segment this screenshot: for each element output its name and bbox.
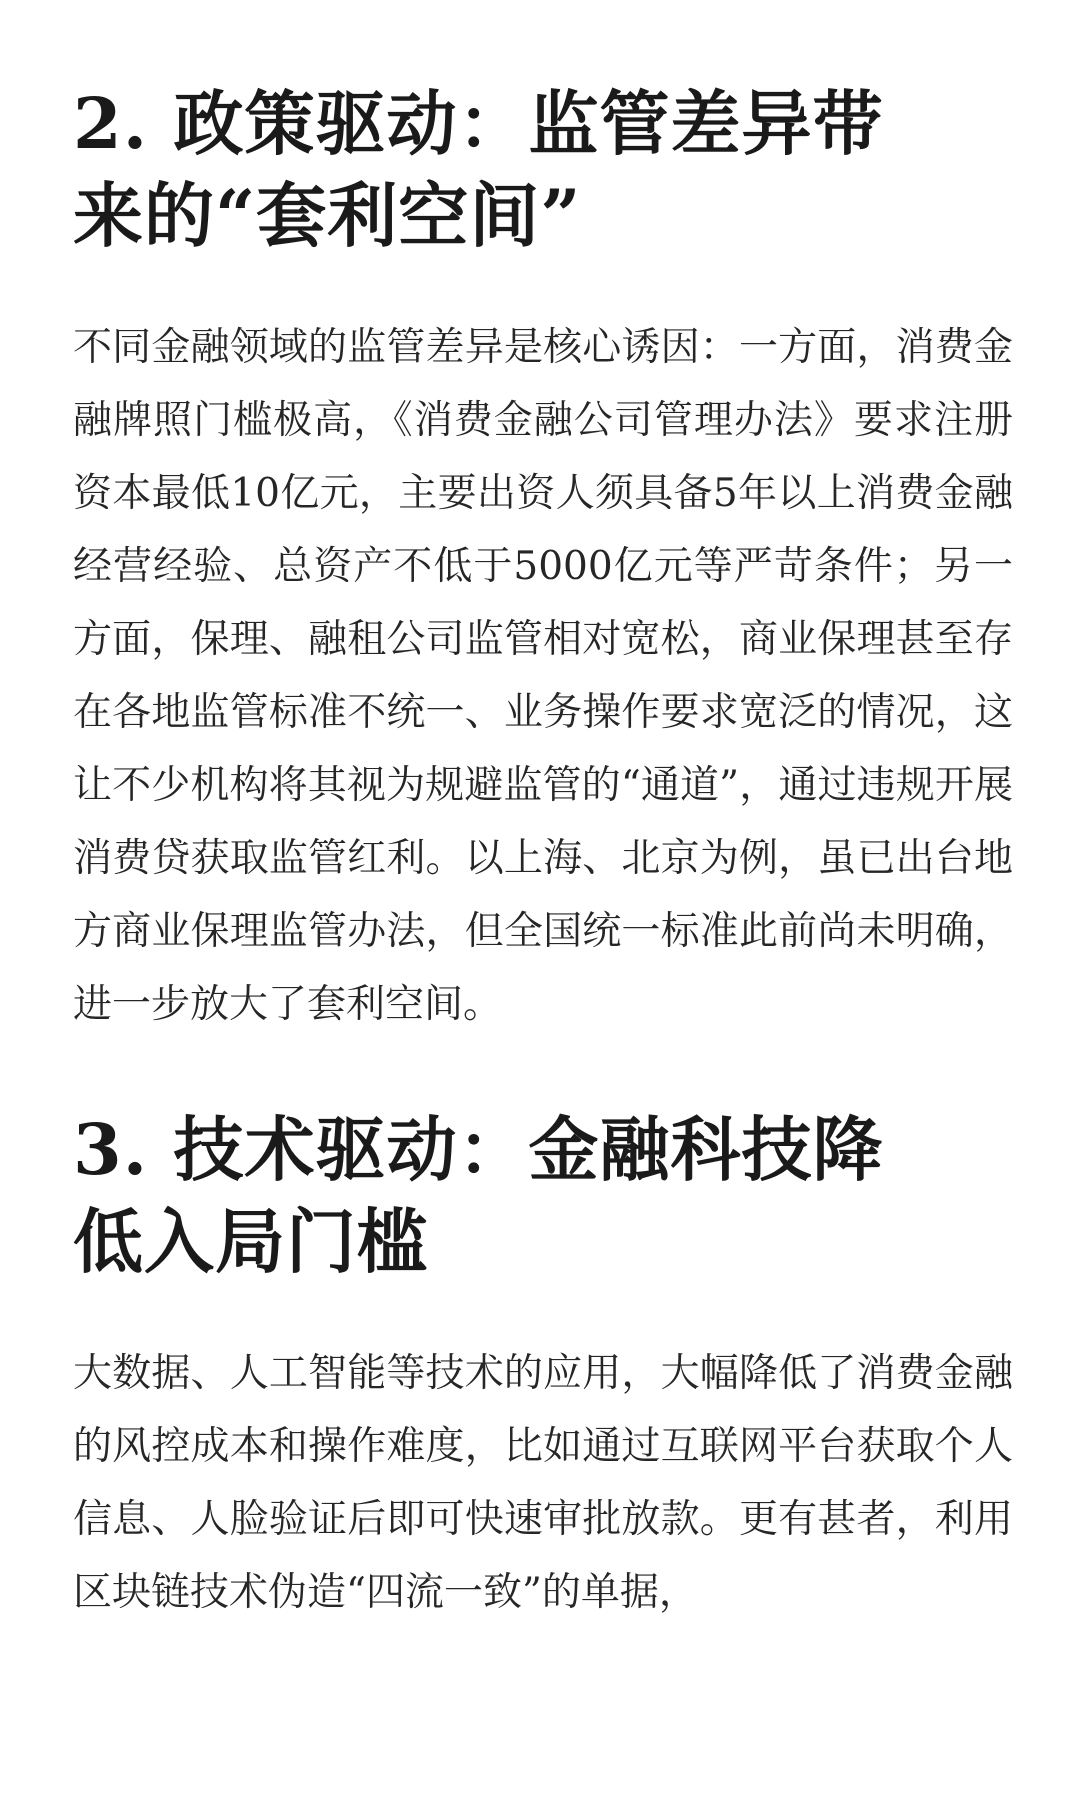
article-body <box>73 78 1013 1629</box>
section-paragraph-policy-driven: 不同金融领域的监管差异是核心诱因：一方面，消费金融牌照门槛极高，《消费金融公司管理办法》要求注册资本最低10亿元，主要出资人须具备5年以上消费金融经营经验、总资产不低于5000亿元等严苛条件；另一方面，保理、融租公司监管相对宽松，商业保理甚至存在各地监管标准不统一、业务操作要求宽泛的情况，这让不少机构将其视为规避监管的“通道”，通过违规开展消费贷获取监管红利。以上海、北京为例，虽已出台地方商业保理监管办法，但全国统一标准此前尚未明确，进一步放大了套利空间。 <box>73 325 1013 1027</box>
section-heading-tech-driven: 3. 技术驱动：金融科技降低入局门槛 <box>73 1108 884 1283</box>
section-heading-policy-driven: 2. 政策驱动：监管差异带来的“套利空间” <box>73 82 884 257</box>
section-paragraph-tech-driven: 大数据、人工智能等技术的应用，大幅降低了消费金融的风控成本和操作难度，比如通过互联网平台获取个人信息、人脸验证后即可快速审批放款。更有甚者，利用区块链技术伪造“四流一致”的单据， <box>73 1351 1013 1615</box>
